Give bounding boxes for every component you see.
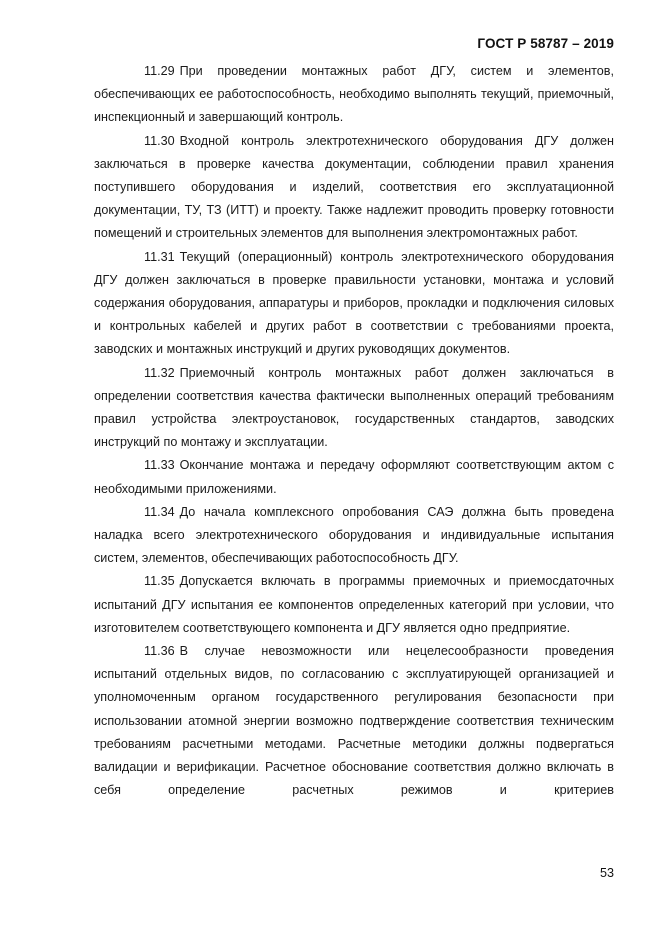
- paragraph-11-32: [94, 362, 614, 455]
- paragraph-11-35: [94, 570, 614, 640]
- paragraph-11-30: [94, 130, 614, 246]
- paragraph-number: 11.29: [144, 64, 175, 78]
- paragraph-text: При проведении монтажных работ ДГУ, систем и элементов, обеспечивающих ее работоспособность, необходимо выполнять текущий, приемочный, инспекционный и завершающий контроль.: [94, 64, 614, 125]
- paragraph-number: 11.31: [144, 249, 175, 264]
- paragraph-number: 11.32: [144, 365, 175, 380]
- paragraph-11-36: [94, 640, 614, 802]
- paragraph-text: В случае невозможности или нецелесообразности проведения испытаний отдельных видов, по согласованию с эксплуатирующей организацией и уполномоченным органом государственного регулирования безопасности при использовании атомной энергии возможно подтверждение соответствия техническим требованиям расчетными методами. Расчетные методики должны подвергаться валидации и верификации. Расчетное обоснование соответствия должно включать в себя определение расчетных режимов и критериев: [94, 644, 614, 798]
- paragraph-number: 11.36: [144, 644, 175, 659]
- paragraph-text: Допускается включать в программы приемочных и приемосдаточных испытаний ДГУ испытания ее компонентов определенных категорий при условии, что изготовителем соответствующего компонента и ДГУ является одно предприятие.: [94, 574, 614, 635]
- paragraph-text: Текущий (операционный) контроль электротехнического оборудования ДГУ должен заключаться в проверке правильности установки, монтажа и условий содержания оборудования, аппаратуры и приборов, прокладки и подключения силовых и контрольных кабелей и других работ в соответствии с требованиями проекта, заводских и монтажных инструкций и других руководящих документов.: [94, 249, 614, 357]
- page-number: 53: [599, 866, 614, 880]
- paragraph-text: До начала комплексного опробования САЭ должна быть проведена наладка всего электротехнического оборудования и индивидуальные испытания систем, элементов, обеспечивающих работоспособность ДГУ.: [94, 504, 614, 566]
- paragraph-11-29: [94, 60, 614, 130]
- document-body: [94, 60, 614, 803]
- paragraph-number: 11.35: [144, 574, 175, 589]
- paragraph-11-34: [94, 501, 614, 571]
- paragraph-text: Входной контроль электротехнического оборудования ДГУ должен заключаться в проверке качества документации, соблюдении правил хранения поступившего оборудования и изделий, соответствия его эксплуатационной документации, ТУ, ТЗ (ИТТ) и проекту. Также надлежит проводить проверку готовности помещений и строительных элементов для выполнения электромонтажных работ.: [94, 133, 614, 241]
- paragraph-number: 11.33: [144, 458, 175, 473]
- paragraph-number: 11.34: [144, 504, 175, 519]
- paragraph-text: Окончание монтажа и передачу оформляют соответствующим актом с необходимыми приложениями.: [94, 458, 614, 496]
- standard-designation: ГОСТ Р 58787 – 2019: [477, 36, 614, 51]
- paragraph-number: 11.30: [144, 133, 175, 148]
- paragraph-text: Приемочный контроль монтажных работ должен заключаться в определении соответствия качества фактически выполненных операций требованиям правил устройства электроустановок, государственных стандартов, заводских инструкций по монтажу и эксплуатации.: [94, 365, 614, 450]
- paragraph-11-31: [94, 246, 614, 362]
- paragraph-11-33: [94, 454, 614, 500]
